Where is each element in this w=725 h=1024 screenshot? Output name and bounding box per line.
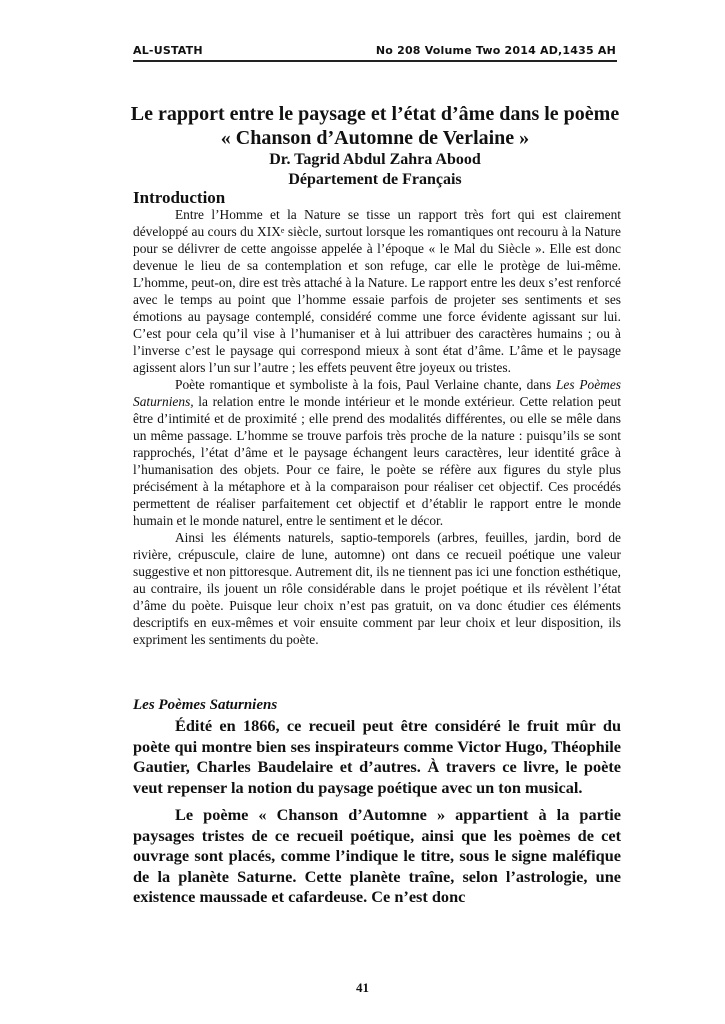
author-name: Dr. Tagrid Abdul Zahra Abood: [269, 151, 481, 168]
department-name: Département de Français: [288, 171, 462, 188]
article-title-line-2: « Chanson d’Automne de Verlaine »: [220, 127, 530, 149]
introduction-body: [133, 206, 621, 648]
introduction-paragraph-3: Ainsi les éléments naturels, saptio-temporels (arbres, feuilles, jardin, bord de rivière, crépuscule, claire de lune, automne) ont dans ce recueil poétique une valeur suggestive et non pittoresque. Autrement dit, ils ne tiennent pas ici une fonction esthétique, au contraire, ils jouent un rôle considérable dans le projet poétique et ils révèlent l’état d’âme du poète. Puisque leur choix n’est pas gratuit, on va donc étudier ces éléments descriptifs en eux-mêmes et voir ensuite comment par leur choix et leur disposition, ils expriment les sentiments du poète.: [133, 530, 621, 647]
paragraph-text: Poète romantique et symboliste à la fois, Paul Verlaine chante, dans: [175, 377, 556, 392]
header-rule: [133, 60, 617, 62]
page-number: 41: [356, 980, 369, 995]
introduction-paragraph-1: [133, 206, 621, 376]
introduction-heading: Introduction: [133, 188, 226, 207]
saturniens-paragraph-2: Le poème « Chanson d’Automne » appartient à la partie paysages tristes de ce recueil poétique, ainsi que les poèmes de cet ouvrage sont placés, comme l’indique le titre, sous le signe maléfique de la planète Saturne. Cette planète traîne, selon l’astrologie, une existence maussade et cafardeuse. Ce n’est donc: [133, 805, 621, 906]
title-block: [120, 102, 630, 190]
book-title-italic: Les Poèmes Saturniens,: [133, 377, 621, 409]
century-superscript: e: [280, 226, 285, 235]
saturniens-heading: Les Poèmes Saturniens: [133, 697, 278, 713]
paragraph-text: siècle, surtout lorsque les romantiques ont recouru à la Nature pour se délivrer de cette angoisse appelée à l’époque « le Mal du Siècle ». Elle est donc devenue le lieu de sa contemplation et son refuge, car elle le protège de lui-même. L’homme, peut-on, dire est très attaché à la Nature. Le rapport entre les deux s’est renforcé avec le temps au point que l’homme essaie parfois de projeter ses sentiments et ses émotions au paysage contemplé, considéré comme une force évidente agissant sur lui. C’est pour cela qu’il vise à l’humaniser et à lui attribuer des caractères humains ; ou à l’inverse c’est le paysage qui correspond mieux à sont état d’âme. L’âme et le paysage agissent alors l’un sur l’autre ; les effets peuvent être joyeux ou tristes.: [133, 224, 621, 375]
paragraph-text: la relation entre le monde intérieur et le monde extérieur. Cette relation peut être d’intimité et de proximité ; elle prend des modalités différentes, ou elle se mêle dans un même passage. L’homme se trouve parfois très proche de la nature : puisqu’ils se sont rapprochés, l’état d’âme et le paysage échangent leurs caractères, leur identité grâce à l’humanisation des objets. Pour ce faire, le poète se réfère aux figures du style plus précisément à la métaphore et à la comparaison pour réaliser cet objectif. Ces procédés permettent de réaliser parfaitement cet objectif et d’établir le rapport entre le monde humain et le monde naturel, entre le sentiment et le décor.: [133, 394, 621, 528]
journal-name: AL-USTATH: [133, 44, 203, 57]
saturniens-body: [133, 716, 621, 908]
issue-info: No 208 Volume Two 2014 AD,1435 AH: [375, 44, 616, 57]
introduction-paragraph-2: [133, 376, 621, 529]
paragraph-text: Entre l’Homme et la Nature se tisse un rapport très fort qui est clairement développé au cours du XIX: [133, 207, 621, 239]
saturniens-paragraph-1: Édité en 1866, ce recueil peut être considéré le fruit mûr du poète qui montre bien ses inspirateurs comme Victor Hugo, Théophile Gautier, Charles Baudelaire et d’autres. À travers ce livre, le poète veut repenser la notion du paysage poétique avec un ton musical.: [133, 716, 621, 797]
article-title-line-1: Le rapport entre le paysage et l’état d’âme dans le poème: [130, 103, 620, 125]
running-header: [133, 44, 616, 57]
